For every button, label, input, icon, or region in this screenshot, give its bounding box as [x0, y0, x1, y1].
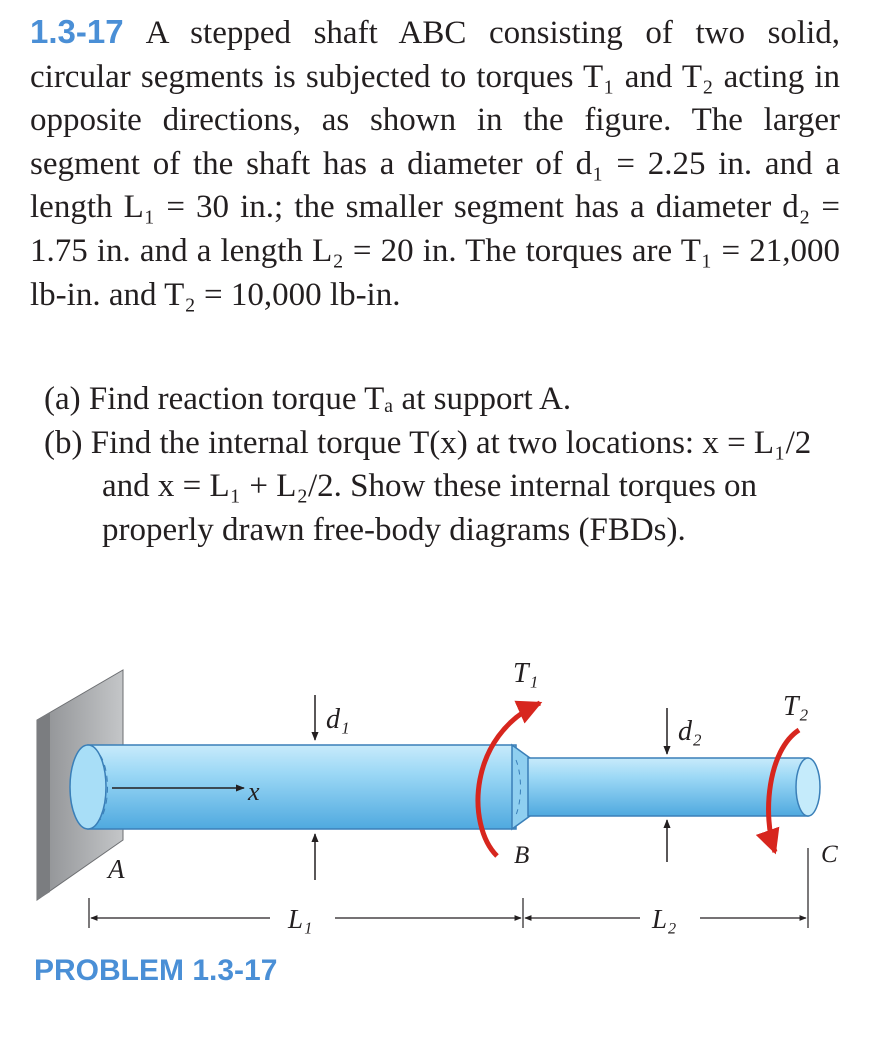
problem-parts: [44, 378, 834, 552]
length-dimensions: [89, 848, 808, 934]
l1-label: L₁: [288, 904, 313, 934]
l2-label: L₂: [652, 904, 677, 934]
point-b-label: B: [514, 842, 530, 869]
d2-label: d₂: [678, 716, 702, 747]
part-a: (a) Find reaction torque Tₐ at support A.: [44, 381, 572, 417]
problem-caption: PROBLEM 1.3-17: [34, 954, 278, 987]
problem-statement: A stepped shaft ABC consisting of two solid, circular segments is subjected to torques T₁ and T₂ acting in opposite directions, as shown in the figure. The larger segment of the shaft has a diameter of d₁ = 2.25 in. and a length L₁ = 30 in.; the smaller segment has a diameter d₂ = 1.75 in. and a length L₂ = 20 in. The torques are T₁ = 21,000 lb-in. and T₂ = 10,000 lb-in.: [30, 15, 840, 313]
t1-label: T₁: [513, 658, 539, 689]
shaft-segment-ab: [70, 745, 516, 829]
problem-text: [30, 10, 840, 317]
problem-number: 1.3-17: [30, 13, 124, 50]
x-label: x: [248, 777, 260, 806]
part-b: (b) Find the internal torque T(x) at two locations: x = L₁/2 and x = L₁ + L₂/2. Show these internal torques on properly drawn free-body diagrams (FBDs).: [44, 424, 812, 548]
point-c-label: C: [821, 841, 838, 868]
t2-label: T₂: [783, 691, 809, 722]
d1-label: d₁: [326, 704, 350, 735]
point-a-label: A: [108, 854, 125, 884]
